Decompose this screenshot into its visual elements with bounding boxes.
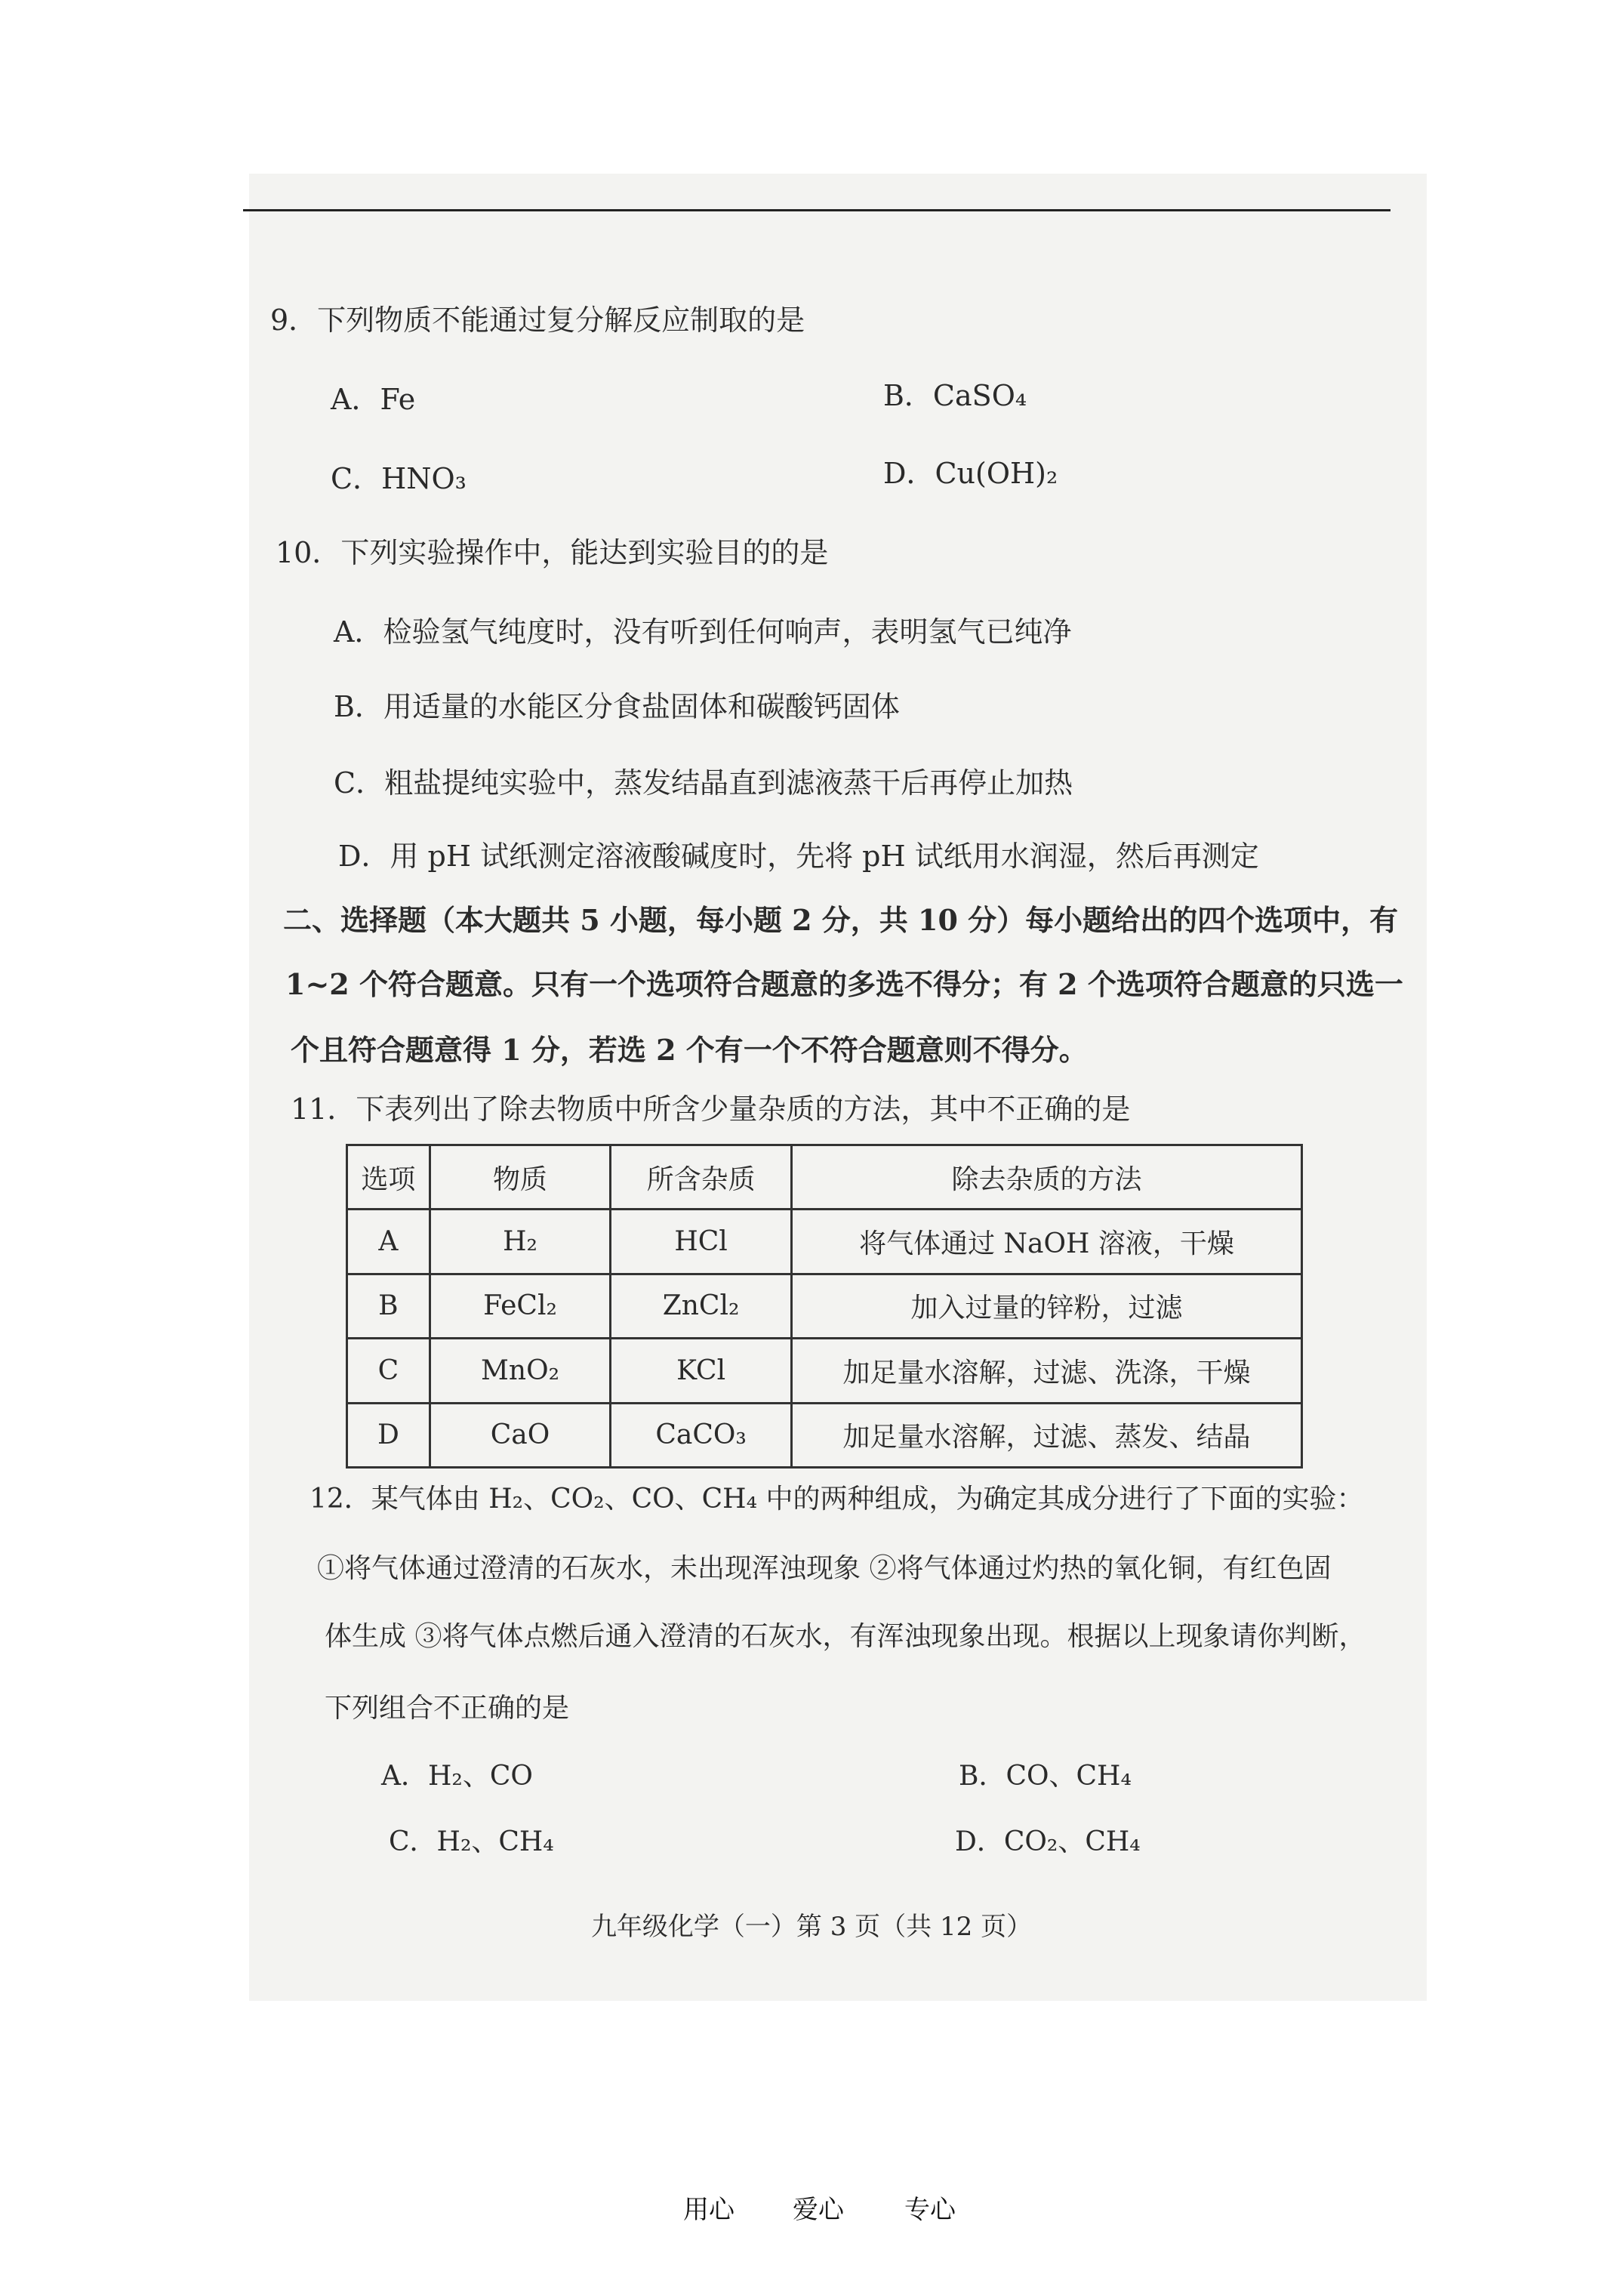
q12-line-2: ①将气体通过澄清的石灰水，未出现浑浊现象 ②将气体通过灼热的氧化铜，有红色固 [317,1553,1332,1584]
q12-option-a: A．H₂、CO [381,1761,533,1792]
q10-option-b: B．用适量的水能区分食盐固体和碳酸钙固体 [334,690,900,723]
section2-line-1: 二、选择题（本大题共 5 小题，每小题 2 分，共 10 分）每小题给出的四个选项中，有 [283,903,1399,937]
cell-impurity: CaCO₃ [611,1403,792,1467]
cell-option: C [347,1339,430,1403]
header-substance: 物质 [430,1145,611,1210]
q9-option-c: C．HNO₃ [331,462,467,495]
section2-line-2: 1~2 个符合题意。只有一个选项符合题意的多选不得分；有 2 个选项符合题意的只选一 [285,967,1403,1001]
page-footer: 九年级化学（一）第 3 页（共 12 页） [590,1912,1033,1942]
cell-substance: MnO₂ [430,1339,611,1403]
cell-substance: H₂ [430,1210,611,1274]
cell-impurity: HCl [611,1210,792,1274]
header-method: 除去杂质的方法 [791,1145,1301,1210]
q12-line-4: 下列组合不正确的是 [325,1693,570,1724]
header-option: 选项 [347,1145,430,1210]
cell-method: 加足量水溶解，过滤、洗涤，干燥 [791,1339,1301,1403]
q12-option-d: D．CO₂、CH₄ [955,1826,1141,1857]
q12-line-1: 12．某气体由 H₂、CO₂、CO、CH₄ 中的两种组成，为确定其成分进行了下面的实验： [310,1484,1364,1515]
cell-substance: FeCl₂ [430,1274,611,1338]
table-row [347,1210,1302,1274]
cell-method: 加足量水溶解，过滤、蒸发、结晶 [791,1403,1301,1467]
q12-line-3: 体生成 ③将气体点燃后通入澄清的石灰水，有浑浊现象出现。根据以上现象请你判断， [325,1621,1366,1652]
motto-2: 爱心 [793,2195,844,2225]
q10-option-a: A．检验氢气纯度时，没有听到任何响声，表明氢气已纯净 [334,615,1072,649]
cell-method: 将气体通过 NaOH 溶液，干燥 [791,1210,1301,1274]
motto-3: 专心 [904,2195,956,2225]
table-row [347,1274,1302,1338]
table-row [347,1403,1302,1467]
q10-option-d: D．用 pH 试纸测定溶液酸碱度时，先将 pH 试纸用水润湿，然后再测定 [338,840,1259,873]
q9-stem: 9．下列物质不能通过复分解反应制取的是 [270,304,805,337]
cell-impurity: KCl [611,1339,792,1403]
cell-impurity: ZnCl₂ [611,1274,792,1338]
top-rule [243,209,1390,211]
cell-method: 加入过量的锌粉，过滤 [791,1274,1301,1338]
q12-option-b: B．CO、CH₄ [959,1761,1132,1792]
header-impurity: 所含杂质 [611,1145,792,1210]
scanned-page [249,174,1427,2001]
cell-option: A [347,1210,430,1274]
cell-option: D [347,1403,430,1467]
motto-1: 用心 [683,2195,735,2225]
section2-line-3: 个且符合题意得 1 分，若选 2 个有一个不符合题意则不得分。 [291,1033,1088,1067]
q12-option-c: C．H₂、CH₄ [389,1826,554,1857]
q11-stem: 11．下表列出了除去物质中所含少量杂质的方法，其中不正确的是 [291,1093,1131,1126]
cell-substance: CaO [430,1403,611,1467]
q11-table [346,1144,1303,1469]
table-header-row [347,1145,1302,1210]
q9-option-b: B．CaSO₄ [883,379,1027,412]
q10-option-c: C．粗盐提纯实验中，蒸发结晶直到滤液蒸干后再停止加热 [334,766,1073,800]
q9-option-a: A．Fe [331,383,416,416]
table-row [347,1339,1302,1403]
cell-option: B [347,1274,430,1338]
q9-option-d: D．Cu(OH)₂ [883,457,1058,490]
q10-stem: 10．下列实验操作中，能达到实验目的的是 [276,536,829,569]
